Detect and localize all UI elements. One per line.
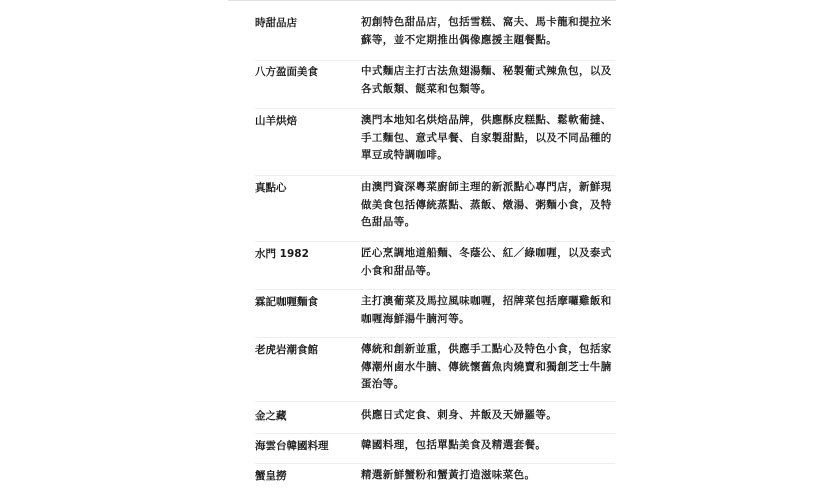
restaurant-description: 由澳門資深粵菜廚師主理的新派點心專門店，新鮮現做美食包括傳統蒸點、蒸飯、燉湯、粥麵小食，及特色甜品等。 bbox=[361, 181, 612, 228]
directory-entry bbox=[255, 402, 615, 434]
restaurant-description: 精選新鮮蟹粉和蟹黃打造滋味菜色。 bbox=[361, 469, 536, 481]
restaurant-name: 時甜品店 bbox=[255, 17, 297, 29]
directory-entry bbox=[255, 176, 615, 242]
restaurant-name: 金之藏 bbox=[255, 410, 287, 422]
directory-entry bbox=[255, 464, 615, 493]
directory-entry bbox=[255, 242, 615, 290]
restaurant-name: 真點心 bbox=[255, 182, 287, 194]
directory-entry bbox=[255, 109, 615, 176]
restaurant-name: 霖記咖喱麵食 bbox=[255, 296, 318, 308]
restaurant-name: 蟹皇撈 bbox=[255, 470, 287, 482]
restaurant-description: 澳門本地知名烘焙品牌，供應酥皮糕點、鬆軟葡撻、手工麵包、意式早餐、自家製甜點，以及不同品種的單豆或特調咖啡。 bbox=[361, 114, 612, 161]
directory-entry bbox=[255, 338, 615, 402]
restaurant-description: 供應日式定食、刺身、丼飯及天婦羅等。 bbox=[361, 409, 558, 421]
restaurant-description: 初創特色甜品店，包括雪糕、窩夫、馬卡龍和提拉米蘇等，並不定期推出偶像應援主題餐點。 bbox=[361, 16, 612, 46]
directory-entry bbox=[255, 434, 615, 464]
restaurant-description: 主打澳葡菜及馬拉風味咖喱，招牌菜包括摩囉雞飯和咖喱海鮮湯牛腩河等。 bbox=[361, 295, 612, 325]
directory-entry bbox=[255, 14, 615, 61]
top-divider bbox=[228, 0, 616, 1]
directory-entry bbox=[255, 290, 615, 338]
restaurant-description: 傳統和創新並重，供應手工點心及特色小食，包括家傳潮州鹵水牛腩、傳統懷舊魚肉燒賣和獨創芝士牛腩蛋治等。 bbox=[361, 343, 612, 390]
restaurant-name: 老虎岩潮食館 bbox=[255, 344, 318, 356]
restaurant-name: 水門 1982 bbox=[255, 248, 309, 260]
directory-entry bbox=[255, 61, 615, 109]
restaurant-directory bbox=[255, 14, 615, 493]
restaurant-name: 山羊烘焙 bbox=[255, 115, 297, 127]
restaurant-description: 韓國料理，包括單點美食及精選套餐。 bbox=[361, 439, 547, 451]
restaurant-name: 海雲台韓國料理 bbox=[255, 440, 329, 452]
restaurant-description: 匠心烹調地道船麵、冬蔭公、紅／綠咖喱，以及泰式小食和甜品等。 bbox=[361, 247, 612, 277]
restaurant-name: 八方盈面美食 bbox=[255, 66, 318, 78]
restaurant-description: 中式麵店主打古法魚翅湯麵、秘製葡式辣魚包，以及各式飯類、餸菜和包類等。 bbox=[361, 65, 612, 95]
